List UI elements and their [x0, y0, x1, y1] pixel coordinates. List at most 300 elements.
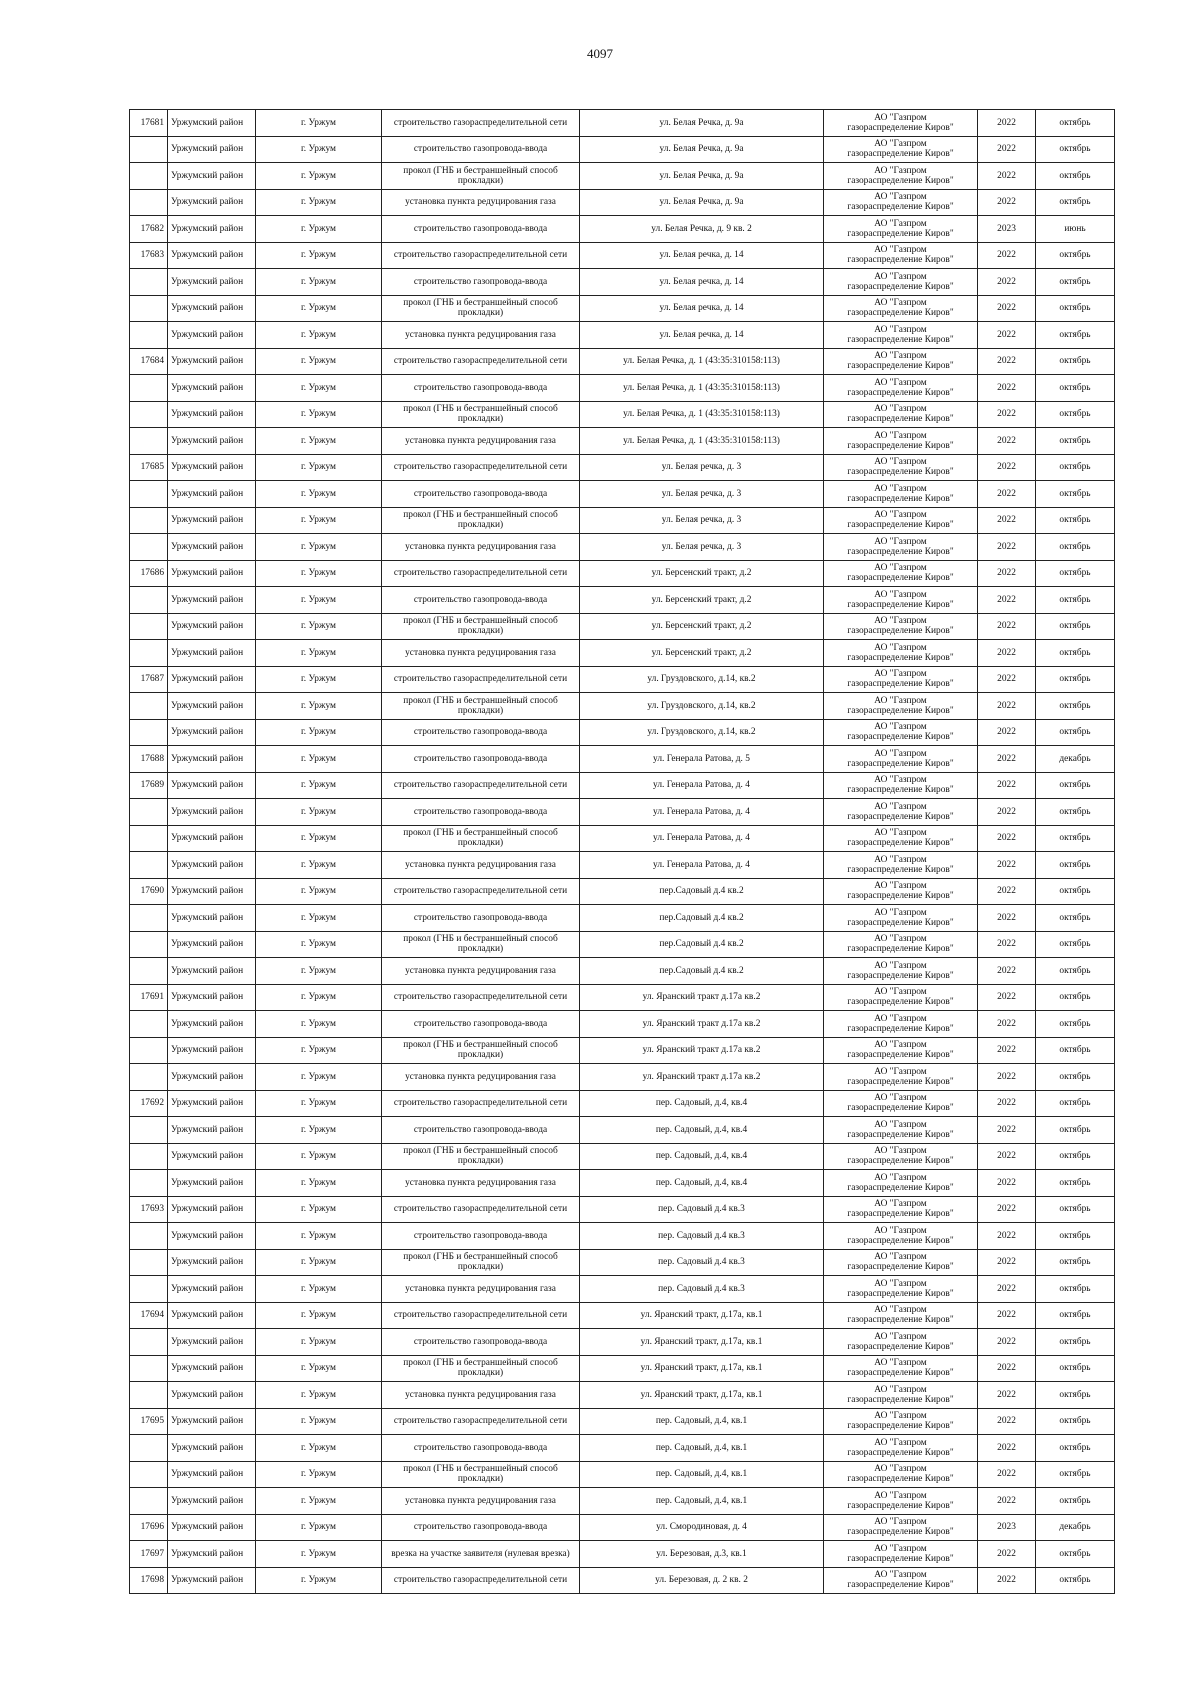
organization-cell — [824, 1329, 978, 1356]
month-cell: октябрь — [1036, 1541, 1115, 1568]
organization-cell — [824, 1567, 978, 1594]
organization-line: газораспределение Киров" — [847, 1394, 954, 1405]
month-cell: декабрь — [1036, 746, 1115, 773]
organization-cell — [824, 481, 978, 508]
organization-cell — [824, 1382, 978, 1409]
address-cell: ул. Генерала Ратова, д. 5 — [580, 746, 824, 773]
organization-cell — [824, 666, 978, 693]
address-cell: пер. Садовый, д.4, кв.1 — [580, 1461, 824, 1488]
organization-cell — [824, 1196, 978, 1223]
address-cell: ул. Генерала Ратова, д. 4 — [580, 799, 824, 826]
table-row — [130, 1408, 1115, 1435]
organization-cell — [824, 322, 978, 349]
address-cell: ул. Белая речка, д. 3 — [580, 481, 824, 508]
row-number — [130, 428, 168, 455]
district-cell: Уржумский район — [168, 1037, 256, 1064]
district-cell: Уржумский район — [168, 136, 256, 163]
table-row — [130, 1461, 1115, 1488]
row-number: 17682 — [130, 216, 168, 243]
organization-cell — [824, 401, 978, 428]
district-cell: Уржумский район — [168, 1302, 256, 1329]
year-cell: 2022 — [978, 693, 1036, 720]
table-row — [130, 1011, 1115, 1038]
organization-cell — [824, 1276, 978, 1303]
row-number — [130, 1064, 168, 1091]
year-cell: 2022 — [978, 1567, 1036, 1594]
organization-line: газораспределение Киров" — [847, 1103, 954, 1114]
organization-cell — [824, 507, 978, 534]
organization-cell — [824, 719, 978, 746]
district-cell: Уржумский район — [168, 1117, 256, 1144]
organization-line: газораспределение Киров" — [847, 1288, 954, 1299]
month-cell: октябрь — [1036, 507, 1115, 534]
district-cell: Уржумский район — [168, 322, 256, 349]
work-type-cell: строительство газораспределительной сети — [382, 348, 580, 375]
organization-line: газораспределение Киров" — [847, 732, 954, 743]
organization-line: АО "Газпром — [874, 351, 927, 362]
city-cell: г. Уржум — [256, 1329, 382, 1356]
table-row — [130, 189, 1115, 216]
district-cell: Уржумский район — [168, 772, 256, 799]
work-type-cell: прокол (ГНБ и бестраншейный способ прокладки) — [382, 507, 580, 534]
address-cell: ул. Груздовского, д.14, кв.2 — [580, 666, 824, 693]
row-number — [130, 587, 168, 614]
organization-line: газораспределение Киров" — [847, 652, 954, 663]
organization-line: газораспределение Киров" — [847, 838, 954, 849]
table-row — [130, 878, 1115, 905]
work-type-cell: строительство газораспределительной сети — [382, 560, 580, 587]
table-row — [130, 958, 1115, 985]
city-cell: г. Уржум — [256, 878, 382, 905]
year-cell: 2022 — [978, 136, 1036, 163]
month-cell: октябрь — [1036, 825, 1115, 852]
table-row — [130, 1541, 1115, 1568]
organization-line: АО "Газпром — [874, 1570, 927, 1581]
organization-line: газораспределение Киров" — [847, 1368, 954, 1379]
organization-line: АО "Газпром — [874, 536, 927, 547]
organization-line: газораспределение Киров" — [847, 414, 954, 425]
organization-cell — [824, 1143, 978, 1170]
district-cell: Уржумский район — [168, 1170, 256, 1197]
district-cell: Уржумский район — [168, 348, 256, 375]
work-type-cell: строительство газораспределительной сети — [382, 666, 580, 693]
organization-cell — [824, 1514, 978, 1541]
district-cell: Уржумский район — [168, 269, 256, 296]
district-cell: Уржумский район — [168, 1461, 256, 1488]
organization-line: газораспределение Киров" — [847, 467, 954, 478]
organization-line: АО "Газпром — [874, 1384, 927, 1395]
work-type-cell: установка пункта редуцирования газа — [382, 322, 580, 349]
city-cell: г. Уржум — [256, 375, 382, 402]
organization-cell — [824, 1461, 978, 1488]
organization-cell — [824, 454, 978, 481]
work-type-cell: строительство газораспределительной сети — [382, 1196, 580, 1223]
year-cell: 2022 — [978, 931, 1036, 958]
address-cell: ул. Яранский тракт, д.17а, кв.1 — [580, 1329, 824, 1356]
table-row — [130, 428, 1115, 455]
table-row — [130, 852, 1115, 879]
work-type-cell: установка пункта редуцирования газа — [382, 1170, 580, 1197]
year-cell: 2022 — [978, 428, 1036, 455]
city-cell: г. Уржум — [256, 507, 382, 534]
table-row — [130, 401, 1115, 428]
year-cell: 2022 — [978, 507, 1036, 534]
month-cell: октябрь — [1036, 984, 1115, 1011]
row-number: 17690 — [130, 878, 168, 905]
table-row — [130, 613, 1115, 640]
work-type-cell: строительство газораспределительной сети — [382, 454, 580, 481]
organization-line: газораспределение Киров" — [847, 149, 954, 160]
row-number — [130, 719, 168, 746]
organization-cell — [824, 1011, 978, 1038]
year-cell: 2022 — [978, 163, 1036, 190]
city-cell: г. Уржум — [256, 1170, 382, 1197]
table-row — [130, 1382, 1115, 1409]
year-cell: 2022 — [978, 878, 1036, 905]
city-cell: г. Уржум — [256, 666, 382, 693]
city-cell: г. Уржум — [256, 1249, 382, 1276]
row-number: 17692 — [130, 1090, 168, 1117]
address-cell: ул. Генерала Ратова, д. 4 — [580, 825, 824, 852]
year-cell: 2022 — [978, 1090, 1036, 1117]
table-row — [130, 984, 1115, 1011]
organization-line: газораспределение Киров" — [847, 281, 954, 292]
table-row — [130, 1143, 1115, 1170]
work-type-cell: строительство газопровода-ввода — [382, 1011, 580, 1038]
organization-line: АО "Газпром — [874, 510, 927, 521]
organization-cell — [824, 1249, 978, 1276]
district-cell: Уржумский район — [168, 401, 256, 428]
table-row — [130, 534, 1115, 561]
organization-cell — [824, 1037, 978, 1064]
organization-line: АО "Газпром — [874, 324, 927, 335]
work-type-cell: установка пункта редуцирования газа — [382, 428, 580, 455]
organization-line: газораспределение Киров" — [847, 1235, 954, 1246]
organization-line: АО "Газпром — [874, 112, 927, 123]
city-cell: г. Уржум — [256, 1461, 382, 1488]
address-cell: ул. Белая Речка, д. 1 (43:35:310158:113) — [580, 401, 824, 428]
city-cell: г. Уржум — [256, 401, 382, 428]
district-cell: Уржумский район — [168, 1064, 256, 1091]
month-cell: октябрь — [1036, 958, 1115, 985]
row-number: 17698 — [130, 1567, 168, 1594]
organization-cell — [824, 189, 978, 216]
works-table — [129, 109, 1115, 1594]
row-number: 17693 — [130, 1196, 168, 1223]
district-cell: Уржумский район — [168, 295, 256, 322]
city-cell: г. Уржум — [256, 1011, 382, 1038]
work-type-cell: строительство газопровода-ввода — [382, 136, 580, 163]
month-cell: октябрь — [1036, 110, 1115, 137]
organization-line: АО "Газпром — [874, 377, 927, 388]
organization-cell — [824, 242, 978, 269]
month-cell: октябрь — [1036, 1488, 1115, 1515]
city-cell: г. Уржум — [256, 1382, 382, 1409]
table-row — [130, 693, 1115, 720]
table-row — [130, 507, 1115, 534]
organization-line: АО "Газпром — [874, 722, 927, 733]
address-cell: ул. Яранский тракт д.17а кв.2 — [580, 1064, 824, 1091]
organization-line: АО "Газпром — [874, 801, 927, 812]
year-cell: 2022 — [978, 958, 1036, 985]
organization-line: АО "Газпром — [874, 563, 927, 574]
row-number — [130, 1117, 168, 1144]
work-type-cell: строительство газораспределительной сети — [382, 1090, 580, 1117]
table-row — [130, 825, 1115, 852]
organization-line: газораспределение Киров" — [847, 255, 954, 266]
organization-line: газораспределение Киров" — [847, 175, 954, 186]
address-cell: пер. Садовый, д.4, кв.4 — [580, 1143, 824, 1170]
address-cell: ул. Белая речка, д. 14 — [580, 269, 824, 296]
address-cell: ул. Груздовского, д.14, кв.2 — [580, 693, 824, 720]
month-cell: октябрь — [1036, 1567, 1115, 1594]
month-cell: октябрь — [1036, 1435, 1115, 1462]
organization-cell — [824, 1090, 978, 1117]
table-row — [130, 110, 1115, 137]
organization-line: газораспределение Киров" — [847, 1421, 954, 1432]
year-cell: 2022 — [978, 772, 1036, 799]
organization-cell — [824, 905, 978, 932]
month-cell: октябрь — [1036, 295, 1115, 322]
district-cell: Уржумский район — [168, 746, 256, 773]
city-cell: г. Уржум — [256, 1302, 382, 1329]
row-number — [130, 269, 168, 296]
work-type-cell: строительство газопровода-ввода — [382, 746, 580, 773]
city-cell: г. Уржум — [256, 984, 382, 1011]
month-cell: октябрь — [1036, 772, 1115, 799]
organization-line: АО "Газпром — [874, 430, 927, 441]
month-cell: октябрь — [1036, 269, 1115, 296]
row-number: 17694 — [130, 1302, 168, 1329]
table-row — [130, 1196, 1115, 1223]
row-number — [130, 136, 168, 163]
row-number — [130, 931, 168, 958]
table-row — [130, 136, 1115, 163]
month-cell: октябрь — [1036, 1196, 1115, 1223]
organization-line: газораспределение Киров" — [847, 705, 954, 716]
organization-line: газораспределение Киров" — [847, 546, 954, 557]
district-cell: Уржумский район — [168, 613, 256, 640]
year-cell: 2022 — [978, 719, 1036, 746]
organization-line: газораспределение Киров" — [847, 944, 954, 955]
month-cell: октябрь — [1036, 189, 1115, 216]
organization-line: газораспределение Киров" — [847, 1341, 954, 1352]
district-cell: Уржумский район — [168, 110, 256, 137]
district-cell: Уржумский район — [168, 640, 256, 667]
month-cell: октябрь — [1036, 1064, 1115, 1091]
month-cell: октябрь — [1036, 481, 1115, 508]
address-cell: ул. Яранский тракт, д.17а, кв.1 — [580, 1302, 824, 1329]
organization-line: газораспределение Киров" — [847, 1050, 954, 1061]
organization-cell — [824, 560, 978, 587]
address-cell: ул. Белая Речка, д. 1 (43:35:310158:113) — [580, 348, 824, 375]
organization-cell — [824, 163, 978, 190]
year-cell: 2022 — [978, 799, 1036, 826]
address-cell: ул. Берсенский тракт, д.2 — [580, 613, 824, 640]
organization-cell — [824, 534, 978, 561]
table-row — [130, 348, 1115, 375]
organization-line: газораспределение Киров" — [847, 334, 954, 345]
address-cell: пер. Садовый, д.4, кв.4 — [580, 1090, 824, 1117]
organization-line: газораспределение Киров" — [847, 758, 954, 769]
organization-line: газораспределение Киров" — [847, 1076, 954, 1087]
month-cell: декабрь — [1036, 1514, 1115, 1541]
row-number — [130, 481, 168, 508]
organization-cell — [824, 1488, 978, 1515]
organization-line: АО "Газпром — [874, 616, 927, 627]
organization-line: АО "Газпром — [874, 881, 927, 892]
address-cell: ул. Березовая, д.3, кв.1 — [580, 1541, 824, 1568]
organization-cell — [824, 269, 978, 296]
city-cell: г. Уржум — [256, 216, 382, 243]
work-type-cell: строительство газораспределительной сети — [382, 984, 580, 1011]
month-cell: октябрь — [1036, 242, 1115, 269]
month-cell: октябрь — [1036, 640, 1115, 667]
organization-line: газораспределение Киров" — [847, 626, 954, 637]
address-cell: ул. Яранский тракт д.17а кв.2 — [580, 1011, 824, 1038]
year-cell: 2022 — [978, 534, 1036, 561]
district-cell: Уржумский район — [168, 507, 256, 534]
address-cell: ул. Белая речка, д. 3 — [580, 534, 824, 561]
work-type-cell: установка пункта редуцирования газа — [382, 958, 580, 985]
organization-line: АО "Газпром — [874, 987, 927, 998]
work-type-cell: установка пункта редуцирования газа — [382, 1064, 580, 1091]
organization-line: газораспределение Киров" — [847, 811, 954, 822]
address-cell: ул. Яранский тракт д.17а кв.2 — [580, 984, 824, 1011]
row-number: 17687 — [130, 666, 168, 693]
city-cell: г. Уржум — [256, 481, 382, 508]
address-cell: ул. Белая Речка, д. 9а — [580, 163, 824, 190]
month-cell: июнь — [1036, 216, 1115, 243]
organization-line: АО "Газпром — [874, 404, 927, 415]
district-cell: Уржумский район — [168, 1541, 256, 1568]
work-type-cell: строительство газопровода-ввода — [382, 216, 580, 243]
address-cell: ул. Груздовского, д.14, кв.2 — [580, 719, 824, 746]
year-cell: 2022 — [978, 375, 1036, 402]
organization-line: газораспределение Киров" — [847, 440, 954, 451]
district-cell: Уржумский район — [168, 666, 256, 693]
city-cell: г. Уржум — [256, 136, 382, 163]
row-number: 17695 — [130, 1408, 168, 1435]
organization-cell — [824, 1064, 978, 1091]
work-type-cell: строительство газораспределительной сети — [382, 878, 580, 905]
work-type-cell: прокол (ГНБ и бестраншейный способ прокладки) — [382, 401, 580, 428]
work-type-cell: строительство газораспределительной сети — [382, 772, 580, 799]
city-cell: г. Уржум — [256, 269, 382, 296]
district-cell: Уржумский район — [168, 242, 256, 269]
organization-cell — [824, 1355, 978, 1382]
address-cell: ул. Яранский тракт, д.17а, кв.1 — [580, 1382, 824, 1409]
work-type-cell: строительство газопровода-ввода — [382, 375, 580, 402]
organization-line: АО "Газпром — [874, 1199, 927, 1210]
row-number — [130, 825, 168, 852]
address-cell: ул. Белая Речка, д. 9а — [580, 189, 824, 216]
table-row — [130, 1435, 1115, 1462]
address-cell: ул. Генерала Ратова, д. 4 — [580, 772, 824, 799]
month-cell: октябрь — [1036, 905, 1115, 932]
work-type-cell: установка пункта редуцирования газа — [382, 852, 580, 879]
table-row — [130, 1276, 1115, 1303]
organization-line: АО "Газпром — [874, 695, 927, 706]
row-number: 17684 — [130, 348, 168, 375]
month-cell: октябрь — [1036, 560, 1115, 587]
row-number — [130, 189, 168, 216]
city-cell: г. Уржум — [256, 242, 382, 269]
city-cell: г. Уржум — [256, 1435, 382, 1462]
district-cell: Уржумский район — [168, 1196, 256, 1223]
district-cell: Уржумский район — [168, 878, 256, 905]
district-cell: Уржумский район — [168, 1355, 256, 1382]
row-number — [130, 693, 168, 720]
organization-line: АО "Газпром — [874, 960, 927, 971]
row-number — [130, 375, 168, 402]
row-number: 17685 — [130, 454, 168, 481]
address-cell: ул. Берсенский тракт, д.2 — [580, 640, 824, 667]
year-cell: 2022 — [978, 1302, 1036, 1329]
district-cell: Уржумский район — [168, 1223, 256, 1250]
year-cell: 2022 — [978, 1355, 1036, 1382]
organization-cell — [824, 1170, 978, 1197]
table-row — [130, 666, 1115, 693]
address-cell: пер. Садовый, д.4, кв.4 — [580, 1170, 824, 1197]
year-cell: 2022 — [978, 1011, 1036, 1038]
month-cell: октябрь — [1036, 322, 1115, 349]
organization-cell — [824, 216, 978, 243]
month-cell: октябрь — [1036, 613, 1115, 640]
address-cell: пер.Садовый д.4 кв.2 — [580, 958, 824, 985]
city-cell: г. Уржум — [256, 534, 382, 561]
row-number — [130, 958, 168, 985]
organization-line: АО "Газпром — [874, 218, 927, 229]
organization-line: АО "Газпром — [874, 854, 927, 865]
month-cell: октябрь — [1036, 375, 1115, 402]
city-cell: г. Уржум — [256, 1541, 382, 1568]
district-cell: Уржумский район — [168, 719, 256, 746]
row-number — [130, 401, 168, 428]
year-cell: 2022 — [978, 746, 1036, 773]
work-type-cell: строительство газопровода-ввода — [382, 905, 580, 932]
organization-cell — [824, 1541, 978, 1568]
table-body — [130, 110, 1115, 1594]
organization-line: АО "Газпром — [874, 1066, 927, 1077]
organization-line: АО "Газпром — [874, 1119, 927, 1130]
city-cell: г. Уржум — [256, 772, 382, 799]
organization-line: АО "Газпром — [874, 669, 927, 680]
district-cell: Уржумский район — [168, 852, 256, 879]
row-number — [130, 1488, 168, 1515]
table-row — [130, 772, 1115, 799]
month-cell: октябрь — [1036, 1329, 1115, 1356]
organization-line: газораспределение Киров" — [847, 1262, 954, 1273]
organization-line: АО "Газпром — [874, 139, 927, 150]
row-number — [130, 1461, 168, 1488]
table-row — [130, 216, 1115, 243]
city-cell: г. Уржум — [256, 1037, 382, 1064]
organization-line: АО "Газпром — [874, 1331, 927, 1342]
table-row — [130, 931, 1115, 958]
table-row — [130, 640, 1115, 667]
city-cell: г. Уржум — [256, 428, 382, 455]
organization-cell — [824, 348, 978, 375]
table-row — [130, 719, 1115, 746]
organization-line: газораспределение Киров" — [847, 1156, 954, 1167]
district-cell: Уржумский район — [168, 1408, 256, 1435]
month-cell: октябрь — [1036, 136, 1115, 163]
city-cell: г. Уржум — [256, 905, 382, 932]
table-row — [130, 1514, 1115, 1541]
organization-cell — [824, 428, 978, 455]
address-cell: ул. Белая Речка, д. 9 кв. 2 — [580, 216, 824, 243]
